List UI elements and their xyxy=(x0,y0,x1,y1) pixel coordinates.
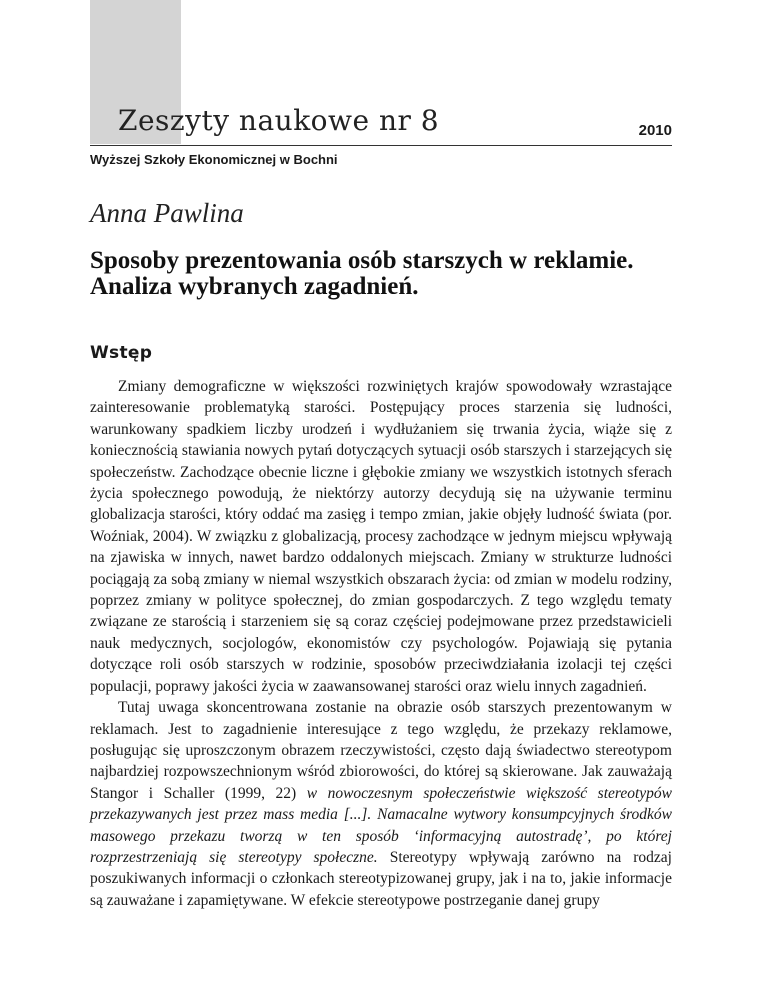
article-title xyxy=(90,248,690,300)
section-heading: Wstęp xyxy=(90,343,153,363)
publication-year: 2010 xyxy=(638,122,672,139)
paragraph-2 xyxy=(90,697,672,911)
header-rule xyxy=(90,145,672,146)
author-name: Anna Pawlina xyxy=(90,198,244,228)
paragraph-2-quote: w nowoczesnym społeczeństwie większość stereotypów przekazywanych jest przez mass media [...]. Namacalne wytwory konsumpcyjnych środków masowego przekazu tworzą w ten sposób ‘informacyjną autostradę’, po której rozprzestrzeniają się stereotypy społeczne. xyxy=(90,784,673,866)
article-title-line-1: Sposoby prezentowania osób starszych w reklamie. xyxy=(90,247,634,274)
journal-title: Zeszyty naukowe nr 8 xyxy=(118,104,440,137)
paragraph-2-start: Tutaj uwaga skoncentrowana zostanie na obrazie osób starszych prezentowanym w reklamach. Jest to zagadnienie interesujące z tego względu, że przekazy reklamowe, posługując się uproszczonym obrazem rzeczywistości, często dają świadectwo stereotypom najbardziej rozpowszechnionym wśród zbiorowości, do której są skierowane. Jak zauważają Stangor i Schaller (1999, 22) xyxy=(90,699,672,802)
school-name: Wyższej Szkoły Ekonomicznej w Bochni xyxy=(90,152,338,167)
paragraph-1: Zmiany demograficzne w większości rozwiniętych krajów spowodowały wzrastające zainteresowanie problematyką starości. Postępujący proces starzenia się ludności, warunkowany spadkiem liczby urodzeń i wydłużaniem się trwania życia, wiąże się z koniecznością stawiania nowych pytań dotyczących sytuacji osób starszych i starzejących się społeczeństw. Zachodzące obecnie liczne i głębokie zmiany we wszystkich istotnych sferach życia społecznego powodują, że niektórzy autorzy decydują się na używanie terminu globalizacja starości, który oddać ma zasięg i tempo zmian, jakie objęły ludność świata (por. Woźniak, 2004). W związku z globalizacją, procesy zachodzące w jednym miejscu wpływają na zjawiska w innych, nawet bardzo oddalonych miejscach. Zmiany w strukturze ludności pociągają za sobą zmiany w niemal wszystkich obszarach życia: od zmian w modelu rodziny, poprzez zmiany w polityce społecznej, do zmian gospodarczych. Z tego względu tematy związane ze starością i starzeniem się są coraz częściej podejmowane przez przedstawicieli nauk medycznych, socjologów, ekonomistów czy psychologów. Pojawiają się pytania dotyczące roli osób starszych w rodzinie, sposobów przeciwdziałania izolacji tej części populacji, poprawy jakości życia w zaawansowanej starości oraz wielu innych zagadnień. xyxy=(90,378,672,695)
article-body xyxy=(90,376,672,911)
paragraph-2-end: Stereotypy wpływają zarówno na rodzaj poszukiwanych informacji o członkach stereotypizowanej grupy, jak i na to, jakie informacje są zauważane i zapamiętywane. W efekcie stereotypowe postrzeganie danej grupy xyxy=(90,848,672,909)
article-title-line-2: Analiza wybranych zagadnień. xyxy=(90,273,419,300)
